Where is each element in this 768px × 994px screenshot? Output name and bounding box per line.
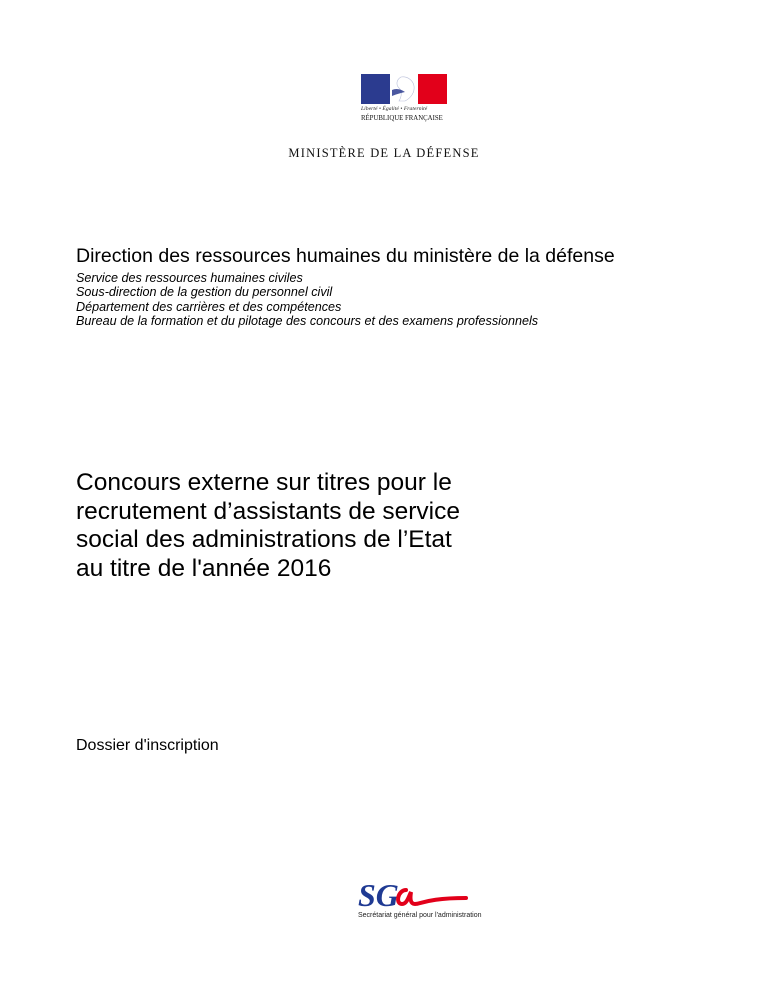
- sga-logo-icon: [358, 876, 498, 912]
- document-subtitle: Dossier d'inscription: [76, 737, 219, 754]
- republique-francaise-logo: [361, 74, 447, 126]
- title-line: recrutement d’assistants de service: [76, 497, 460, 525]
- logo-motto: Liberté • Égalité • Fraternité: [361, 106, 428, 112]
- sga-logo: [358, 876, 498, 926]
- ministry-name: MINISTÈRE DE LA DÉFENSE: [288, 146, 480, 160]
- svg-text:SG: SG: [358, 877, 399, 912]
- title-line: au titre de l'année 2016: [76, 554, 332, 582]
- service-line: Bureau de la formation et du pilotage des concours et des examens professionnels: [76, 314, 539, 329]
- sga-caption: Secrétariat général pour l'administration: [358, 912, 482, 919]
- direction-title: Direction des ressources humaines du ministère de la défense: [76, 245, 615, 267]
- service-line: Sous-direction de la gestion du personnel civil: [76, 285, 333, 300]
- service-list: [76, 271, 538, 329]
- logo-republic-label: RÉPUBLIQUE FRANÇAISE: [361, 115, 443, 122]
- marianne-flag-icon: [361, 74, 447, 104]
- service-line: Département des carrières et des compétences: [76, 299, 342, 314]
- document-title: [76, 469, 460, 583]
- title-line: Concours externe sur titres pour le: [76, 469, 452, 496]
- title-line: social des administrations de l’Etat: [76, 526, 452, 553]
- service-line: Service des ressources humaines civiles: [76, 271, 303, 285]
